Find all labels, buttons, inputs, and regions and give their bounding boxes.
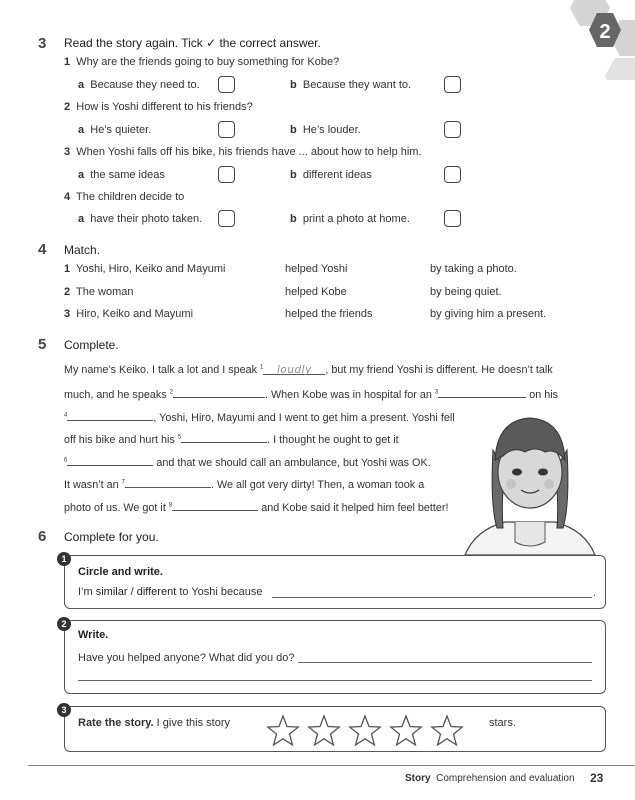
story-line-2: much, and he speaks $^2$ . When Kobe was in hospital for an $^3$ on his <box>64 389 558 401</box>
match-mid-2: helped Kobe <box>285 286 347 298</box>
answer-2b: b He’s louder. <box>290 124 361 136</box>
story-line-6: It wasn’t an $^7$ . We all got very dirty! Then, a woman took a <box>64 479 425 491</box>
question-3: 3 When Yoshi falls off his bike, his friends have ... about how to help him. <box>64 146 422 158</box>
task-2-title: Write. <box>78 629 109 641</box>
blank-5[interactable] <box>181 432 267 443</box>
tickbox-1b[interactable] <box>444 76 461 93</box>
tickbox-2a[interactable] <box>218 121 235 138</box>
star-rating <box>265 713 470 749</box>
rating-star-icon[interactable] <box>268 716 298 745</box>
task-number-1: 1 <box>57 552 71 566</box>
story-line-3: $^4$ , Yoshi, Hiro, Mayumi and I went to get him a present. Yoshi fell <box>64 412 455 424</box>
unit-number: 2 <box>599 21 611 43</box>
story-line-7: photo of us. We got it $^8$ and Kobe said it helped him feel better! <box>64 502 449 514</box>
answer-4a: a have their photo taken. <box>78 213 203 225</box>
sentence-end: . <box>593 587 597 599</box>
answer-2a: a He’s quieter. <box>78 124 152 136</box>
example-answer: loudly <box>276 364 312 376</box>
exercise-4-instruction: Match. <box>64 243 101 257</box>
exercise-3-number: 3 <box>38 35 47 52</box>
story-line-1: My name’s Keiko. I talk a lot and I speak $^1$ loudly , but my friend Yoshi is different. He doesn’t talk <box>64 364 553 376</box>
task-1-title: Circle and write. <box>78 566 163 578</box>
footer-divider <box>28 765 635 766</box>
story-line-4: off his bike and hurt his $^5$ . I thought he ought to get it <box>64 434 399 446</box>
footer-section: Story Comprehension and evaluation <box>405 773 575 784</box>
rating-star-icon[interactable] <box>432 716 462 745</box>
story-line-5: $^6$ and that we should call an ambulance, but Yoshi was OK. <box>64 457 431 469</box>
exercise-5-instruction: Complete. <box>64 338 119 352</box>
page-number: 23 <box>590 771 604 785</box>
task-3-sentence: Rate the story. I give this story <box>78 717 231 729</box>
exercise-6-instruction: Complete for you. <box>64 530 159 544</box>
blank-6[interactable] <box>67 455 153 466</box>
keiko-illustration <box>455 410 605 555</box>
task-2-question: Have you helped anyone? What did you do? <box>78 652 295 664</box>
rating-star-icon[interactable] <box>391 716 421 745</box>
answer-line-1[interactable] <box>272 597 592 598</box>
question-2: 2 How is Yoshi different to his friends? <box>64 101 253 113</box>
match-mid-1: helped Yoshi <box>285 263 348 275</box>
match-left-2: 2 The woman <box>64 286 134 298</box>
answer-line-2b[interactable] <box>78 680 592 681</box>
match-mid-3: helped the friends <box>285 308 373 320</box>
match-left-1: 1 Yoshi, Hiro, Keiko and Mayumi <box>64 263 226 275</box>
task-box-1 <box>64 555 606 609</box>
rating-star-icon[interactable] <box>350 716 380 745</box>
rating-star-icon[interactable] <box>309 716 339 745</box>
blank-1[interactable] <box>263 364 325 375</box>
match-right-1: by taking a photo. <box>430 263 517 275</box>
task-1-sentence: I’m similar / different to Yoshi because <box>78 586 263 598</box>
tickbox-2b[interactable] <box>444 121 461 138</box>
tickbox-3b[interactable] <box>444 166 461 183</box>
answer-3b: b different ideas <box>290 169 372 181</box>
exercise-6-number: 6 <box>38 528 47 545</box>
option-similar[interactable]: similar <box>95 586 128 598</box>
answer-1b: b Because they want to. <box>290 79 412 91</box>
answer-line-2a[interactable] <box>298 662 592 663</box>
match-left-3: 3 Hiro, Keiko and Mayumi <box>64 308 194 320</box>
tickbox-1a[interactable] <box>218 76 235 93</box>
match-right-2: by being quiet. <box>430 286 502 298</box>
task-number-3: 3 <box>57 703 71 717</box>
blank-8[interactable] <box>172 500 258 511</box>
task-3-after: stars. <box>489 717 516 729</box>
blank-2[interactable] <box>173 387 265 398</box>
unit-badge <box>560 0 635 80</box>
exercise-5-number: 5 <box>38 336 47 353</box>
blank-7[interactable] <box>125 477 211 488</box>
option-different[interactable]: different <box>136 586 177 598</box>
exercise-4-number: 4 <box>38 241 47 258</box>
hexagon-decoration <box>605 58 635 80</box>
answer-4b: b print a photo at home. <box>290 213 410 225</box>
blank-3[interactable] <box>438 387 526 398</box>
tickbox-3a[interactable] <box>218 166 235 183</box>
question-4: 4 The children decide to <box>64 191 185 203</box>
exercise-3-instruction: Read the story again. Tick ✓ the correct answer. <box>64 36 321 50</box>
tickbox-4a[interactable] <box>218 210 235 227</box>
answer-3a: a the same ideas <box>78 169 165 181</box>
blank-4[interactable] <box>67 410 153 421</box>
match-right-3: by giving him a present. <box>430 308 547 320</box>
question-1: 1 Why are the friends going to buy something for Kobe? <box>64 56 340 68</box>
task-number-2: 2 <box>57 617 71 631</box>
tickbox-4b[interactable] <box>444 210 461 227</box>
answer-1a: a Because they need to. <box>78 79 200 91</box>
